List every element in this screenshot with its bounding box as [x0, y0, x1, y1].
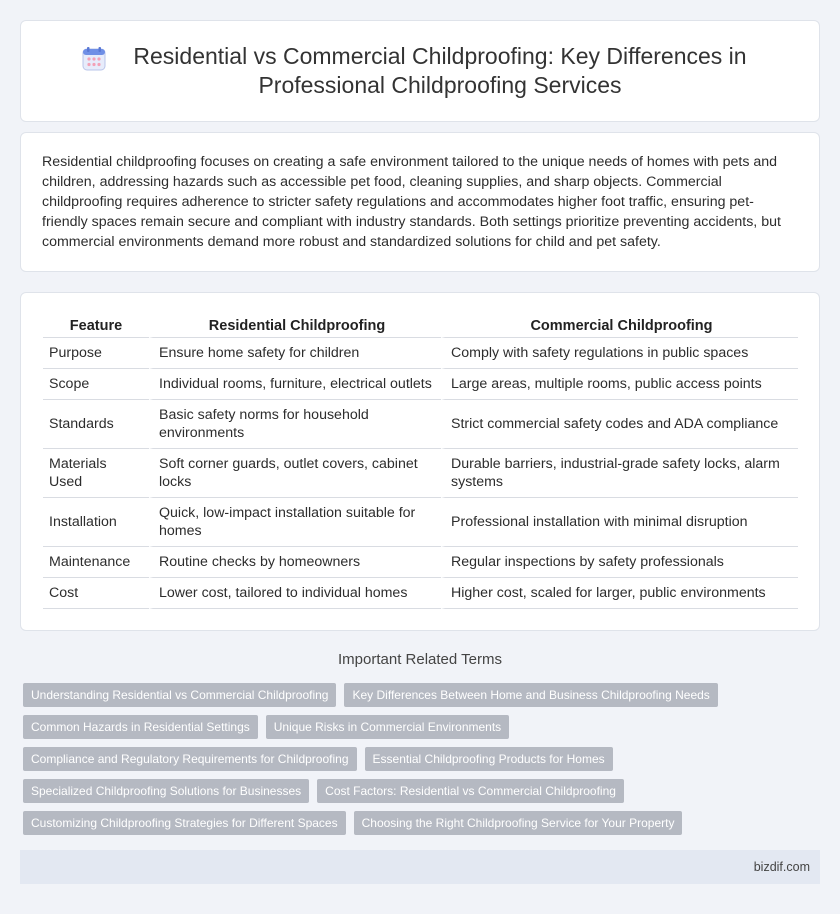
table-row — [43, 547, 798, 578]
related-term-tag[interactable]: Cost Factors: Residential vs Commercial Childproofing — [317, 779, 624, 803]
related-term-tag[interactable]: Specialized Childproofing Solutions for Businesses — [23, 779, 309, 803]
commercial-cell: Durable barriers, industrial-grade safety locks, alarm systems — [441, 449, 798, 498]
commercial-cell: Comply with safety regulations in public spaces — [441, 338, 798, 369]
related-terms-heading: Important Related Terms — [338, 651, 502, 668]
residential-cell: Individual rooms, furniture, electrical outlets — [149, 369, 441, 400]
related-term-tag[interactable]: Compliance and Regulatory Requirements for Childproofing — [23, 747, 357, 771]
related-terms-list — [23, 683, 823, 843]
residential-cell: Ensure home safety for children — [149, 338, 441, 369]
table-row — [43, 400, 798, 449]
intro-text: Residential childproofing focuses on creating a safe environment tailored to the unique needs of homes with pets and children, addressing hazards such as accessible pet food, cleaning supplies, and sharp objects. Commercial childproofing requires adherence to stricter safety regulations and accommodates higher foot traffic, ensuring pet-friendly spaces remain secure and compliant with industry standards. Both settings prioritize preventing accidents, but commercial environments demand more robust and standardized solutions for child and pet safety. — [42, 154, 781, 250]
feature-cell: Cost — [43, 578, 149, 609]
feature-cell: Standards — [43, 400, 149, 449]
table-header-row — [43, 313, 798, 338]
footer — [20, 850, 820, 884]
residential-cell: Basic safety norms for household environments — [149, 400, 441, 449]
related-term-tag[interactable]: Customizing Childproofing Strategies for Different Spaces — [23, 811, 346, 835]
commercial-cell: Regular inspections by safety professionals — [441, 547, 798, 578]
related-term-tag[interactable]: Key Differences Between Home and Business Childproofing Needs — [344, 683, 717, 707]
table-row — [43, 498, 798, 547]
residential-cell: Lower cost, tailored to individual homes — [149, 578, 441, 609]
feature-cell: Maintenance — [43, 547, 149, 578]
residential-cell: Routine checks by homeowners — [149, 547, 441, 578]
commercial-cell: Professional installation with minimal disruption — [441, 498, 798, 547]
feature-cell: Materials Used — [43, 449, 149, 498]
title-card — [20, 20, 820, 122]
footer-site-link[interactable]: bizdif.com — [753, 860, 810, 874]
table-row — [43, 369, 798, 400]
table-row — [43, 338, 798, 369]
comparison-table — [43, 313, 798, 609]
related-term-tag[interactable]: Choosing the Right Childproofing Service for Your Property — [354, 811, 683, 835]
related-term-tag[interactable]: Understanding Residential vs Commercial Childproofing — [23, 683, 336, 707]
feature-cell: Installation — [43, 498, 149, 547]
feature-cell: Purpose — [43, 338, 149, 369]
intro-card — [20, 132, 820, 272]
feature-cell: Scope — [43, 369, 149, 400]
commercial-cell: Higher cost, scaled for larger, public environments — [441, 578, 798, 609]
commercial-cell: Strict commercial safety codes and ADA compliance — [441, 400, 798, 449]
comparison-card — [20, 292, 820, 631]
related-term-tag[interactable]: Unique Risks in Commercial Environments — [266, 715, 509, 739]
column-header-residential: Residential Childproofing — [149, 313, 441, 338]
column-header-feature: Feature — [43, 313, 149, 338]
table-row — [43, 449, 798, 498]
related-term-tag[interactable]: Essential Childproofing Products for Homes — [365, 747, 613, 771]
page-title: Residential vs Commercial Childproofing: Key Differences in Professional Childproofing Services — [133, 43, 747, 98]
residential-cell: Quick, low-impact installation suitable for homes — [149, 498, 441, 547]
related-term-tag[interactable]: Common Hazards in Residential Settings — [23, 715, 258, 739]
residential-cell: Soft corner guards, outlet covers, cabinet locks — [149, 449, 441, 498]
column-header-commercial: Commercial Childproofing — [441, 313, 798, 338]
table-row — [43, 578, 798, 609]
commercial-cell: Large areas, multiple rooms, public access points — [441, 369, 798, 400]
